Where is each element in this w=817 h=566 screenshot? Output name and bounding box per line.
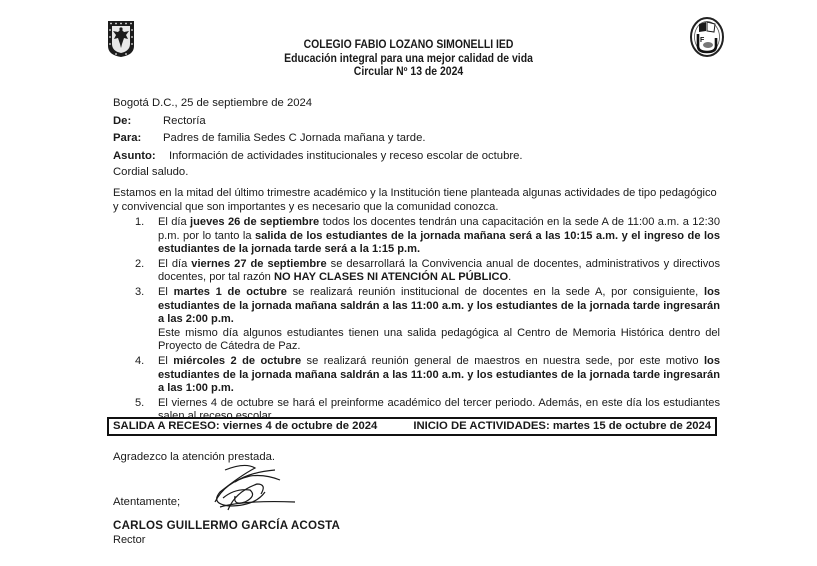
item-number: 2. <box>135 257 145 270</box>
item-highlight: los estudiantes de la jornada mañana saldrán a las 11:00 a.m. y los estudiantes de la jornada tarde ingresarán a las 2:00 p.m. <box>158 285 721 326</box>
item-highlight: NO HAY CLASES NI ATENCIÓN AL PÚBLICO <box>273 271 509 284</box>
letter-meta <box>113 95 523 165</box>
item-note: Este mismo día algunos estudiantes tienen una salida pedagógica al Centro de Memoria Histórica dentro del Proyecto de Cátedra de Paz. <box>158 326 720 353</box>
document-header <box>41 38 776 79</box>
item-highlight: salida de los estudiantes de la jornada mañana será a las 10:15 a.m. y el ingreso de los estudiantes de la jornada tarde será a la 1:15 p.m. <box>158 229 721 256</box>
recess-departure: SALIDA A RECESO: viernes 4 de octubre de 2024 <box>113 420 378 432</box>
item-text: se realizará reunión institucional de docentes en la sede A, por consiguiente, <box>286 285 704 298</box>
item-date: miércoles 2 de octubre <box>173 354 302 367</box>
item-date: martes 1 de octubre <box>173 285 287 298</box>
to-row <box>113 130 523 148</box>
list-item <box>113 216 720 257</box>
item-text: . <box>508 271 512 284</box>
signer-role: Rector <box>113 534 146 546</box>
intro-paragraph: Estamos en la mitad del último trimestre académico y la Institución tiene planteada algunas actividades de tipo pedagógico y convivencial que son importantes y es necesario que la comunidad conozca. <box>113 187 717 213</box>
item-number: 4. <box>135 354 145 367</box>
item-text: El <box>158 354 174 367</box>
item-text: El día <box>158 257 192 270</box>
greeting: Cordial saludo. <box>113 166 189 178</box>
thanks-line: Agradezco la atención prestada. <box>113 451 276 463</box>
item-text: El <box>158 285 174 298</box>
subject-label: Asunto: <box>113 149 156 162</box>
school-name: COLEGIO FABIO LOZANO SIMONELLI IED <box>303 38 514 51</box>
to-value: Padres de familia Sedes C Jornada mañana y tarde. <box>163 132 426 144</box>
to-label: Para: <box>113 132 142 144</box>
sincerely-line: Atentamente; <box>113 496 181 508</box>
svg-text:F: F <box>700 37 705 44</box>
item-text: El día <box>158 216 191 228</box>
item-text: El viernes 4 de octubre se hará el preinforme académico del tercer periodo. Además, en este día los estudiantes salen al receso escolar. <box>158 396 720 423</box>
item-number: 5. <box>135 396 145 409</box>
from-label: De: <box>113 114 132 127</box>
signature-icon <box>195 462 305 514</box>
signer-name: CARLOS GUILLERMO GARCÍA ACOSTA <box>113 519 341 532</box>
from-value: Rectoría <box>163 114 206 127</box>
item-date: viernes 27 de septiembre <box>191 257 327 270</box>
activities-list <box>113 216 720 425</box>
item-text: todos los docentes tendrán una capacitación en la sede A de 11:00 a.m. a 12:30 p.m. por lo tanto la <box>158 216 721 242</box>
subject-value: Información de actividades institucionales y receso escolar de octubre. <box>169 149 523 162</box>
list-item <box>113 355 720 396</box>
circular-number: Circular Nº 13 de 2024 <box>353 65 464 78</box>
list-item <box>113 286 720 354</box>
item-text: se desarrollará la Convivencia anual de docentes, administrativos y directivos docentes, por tal razón <box>158 257 720 284</box>
item-date: jueves 26 de septiembre <box>190 216 320 228</box>
from-row <box>113 113 523 131</box>
item-number: 1. <box>135 216 145 228</box>
place-date: Bogotá D.C., 25 de septiembre de 2024 <box>113 97 313 109</box>
item-number: 3. <box>135 285 145 298</box>
activities-restart: INICIO DE ACTIVIDADES: martes 15 de octubre de 2024 <box>413 420 712 432</box>
list-item <box>113 258 720 285</box>
item-highlight: los estudiantes de la jornada mañana saldrán a las 11:00 a.m. y los estudiantes de la jornada tarde ingresarán a las 1:00 p.m. <box>158 354 720 395</box>
subject-row <box>113 148 523 166</box>
recess-dates-box <box>107 417 717 436</box>
item-text: se realizará reunión general de maestros en nuestra sede, por este motivo <box>301 354 704 367</box>
school-motto: Educación integral para una mejor calidad de vida <box>284 51 533 65</box>
